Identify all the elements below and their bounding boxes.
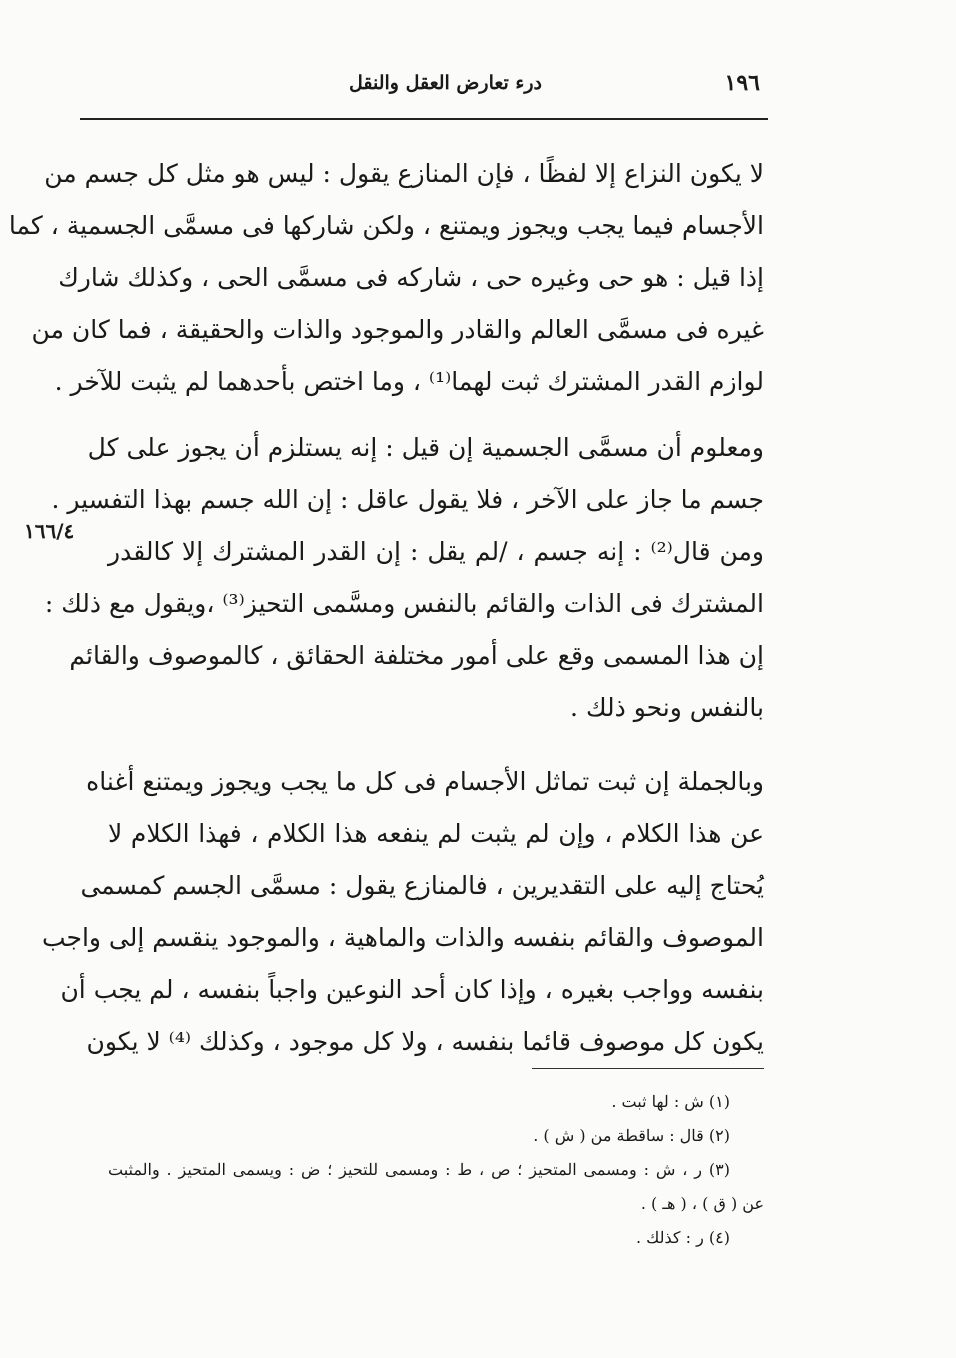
body-line: لوازم القدر المشترك ثبت لهما⁽¹⁾ ، وما اختص بأحدهما لم يثبت للآخر . [54,367,764,396]
body-line: ومن قال⁽²⁾ : إنه جسم ، /لم يقل : إن القدر المشترك إلا كالقدر [108,537,764,566]
body-line: ومعلوم أن مسمَّى الجسمية إن قيل : إنه يستلزم أن يجوز على كل [87,433,764,462]
margin-reference: ١٦٦/٤ [24,519,75,543]
footnote: (٢) قال : ساقطة من ( ش ) . [533,1126,730,1145]
page-header [80,62,770,106]
body-line: بنفسه وواجب بغيره ، وإذا كان أحد النوعين واجباً بنفسه ، لم يجب أن [60,975,764,1004]
footnotes [108,1085,764,1255]
paragraph-gap [108,734,764,756]
body-line: الأجسام فيما يجب ويجوز ويمتنع ، ولكن شاركها فى مسمَّى الجسمية ، كما [8,211,764,240]
paragraph-gap [108,408,764,422]
footnote-rule [532,1068,764,1069]
body-line: جسم ما جاز على الآخر ، فلا يقول عاقل : إن الله جسم بهذا التفسير . [51,485,764,514]
body-line: عن هذا الكلام ، وإن لم يثبت لم ينفعه هذا الكلام ، فهذا الكلام لا [108,819,764,848]
body-line: غيره فى مسمَّى العالم والقادر والموجود والذات والحقيقة ، فما كان من [31,315,764,344]
body-line: إن هذا المسمى وقع على أمور مختلفة الحقائق ، كالموصوف والقائم [69,641,764,670]
body-line: يكون كل موصوف قائما بنفسه ، ولا كل موجود ، وكذلك ⁽⁴⁾ لا يكون [86,1027,764,1056]
header-rule [80,118,768,120]
body-line: إذا قيل : هو حى وغيره حى ، شاركه فى مسمَّى الحى ، وكذلك شارك [58,263,764,292]
footnote: (٣) ر ، ش : ومسمى المتحيز ؛ ص ، ط : ومسمى للتحيز ؛ ض : ويسمى المتحيز . والمثبت [108,1160,730,1179]
body-line: وبالجملة إن ثبت تماثل الأجسام فى كل ما يجب ويجوز ويمتنع أغناه [86,767,764,796]
body-line: بالنفس ونحو ذلك . [570,693,764,722]
body-line: الموصوف والقائم بنفسه والذات والماهية ، والموجود ينقسم إلى واجب [41,923,764,952]
body-line: لا يكون النزاع إلا لفظًا ، فإن المنازع يقول : ليس هو مثل كل جسم من [44,159,764,188]
footnote: (٤) ر : كذلك . [635,1228,730,1247]
page-number: ١٩٦ [724,70,760,96]
body-line: المشترك فى الذات والقائم بالنفس ومسَّمى التحيز⁽³⁾ ،ويقول مع ذلك : [44,589,764,618]
running-title: درء تعارض العقل والنقل [348,72,542,94]
footnote: (١) ش : لها ثبت . [611,1092,730,1111]
footnote-continuation: عن ( ق ) ، ( هـ ) . [640,1194,764,1213]
body-line: يُحتاج إليه على التقديرين ، فالمنازع يقول : مسمَّى الجسم كمسمى [80,871,764,900]
